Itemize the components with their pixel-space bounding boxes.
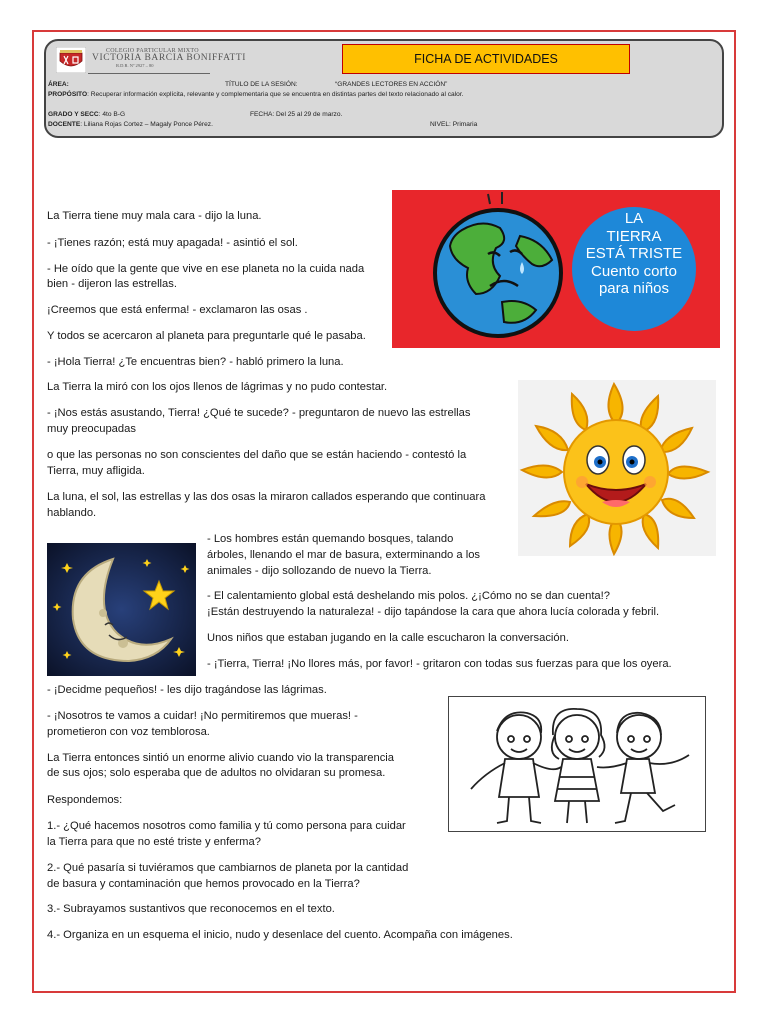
grado-line [48,111,125,118]
question-2a: 2.- Qué pasaría si tuviéramos que cambiarnos de planeta por la cantidad [47,862,409,874]
story-paragraph-9a: o que las personas no son conscientes del daño que se están haciendo - contestó la [47,449,467,461]
titulo-value: “GRANDES LECTORES EN ACCIÓN” [335,81,448,88]
happy-sun-icon [518,380,716,556]
story-paragraph-16a: - ¡Nosotros te vamos a cuidar! ¡No permitiremos que mueras! - [47,710,358,722]
question-3: 3.- Subrayamos sustantivos que reconocemos en el texto. [47,903,335,915]
children-drawing-icon [449,697,705,831]
questions-heading: Respondemos: [47,794,123,806]
cover-line-2: TIERRA [606,228,662,245]
fecha-value: FECHA: Del 25 al 29 de marzo. [250,111,343,118]
cover-line-5: para niños [598,280,670,297]
story-paragraph-3a: - He oído que la gente que vive en ese planeta no la cuida nada [47,263,365,275]
story-paragraph-1: La Tierra tiene muy mala cara - dijo la luna. [47,210,262,222]
story-paragraph-17a: La Tierra entonces sintió un enorme alivio cuando vio la transparencia [47,752,395,764]
docente-line [48,121,213,128]
story-paragraph-4: ¡Creemos que está enferma! - exclamaron las osas . [47,304,308,316]
school-divider [88,73,210,74]
titulo-label: TÍTULO DE LA SESIÓN: [225,81,298,88]
cover-line-1: LA [624,210,644,227]
story-paragraph-12a: - El calentamiento global está deshelando mis polos. ¿¡Cómo no se dan cuenta!? [207,590,610,602]
school-name-block [92,48,246,69]
nivel-value: NIVEL: Primaria [430,121,478,128]
proposito-value: : Recuperar información explícita, relevante y complementaria que se encuentra en distintas partes del texto relacionado al calor. [87,91,464,98]
proposito-line [48,91,464,98]
question-1a: 1.- ¿Qué hacemos nosotros como familia y tú como persona para cuidar [47,820,406,832]
story-paragraph-10a: La luna, el sol, las estrellas y las dos osas la miraron callados esperando que continuara [47,491,486,503]
question-1b: la Tierra para que no esté triste y enferma? [47,836,261,848]
school-line-3: R.D.R. Nº 2927 – 80 [116,63,154,69]
school-logo-icon [56,47,86,73]
ficha-title: FICHA DE ACTIVIDADES [342,44,630,74]
grado-value: : 4to B-G [98,111,126,118]
school-line-1: COLEGIO PARTICULAR MIXTO [106,48,199,54]
story-paragraph-6: - ¡Hola Tierra! ¿Te encuentras bien? - habló primero la luna. [47,356,344,368]
story-paragraph-3b: bien - dijeron las estrellas. [47,278,177,290]
earth-cover-image [392,190,720,348]
story-paragraph-17b: de sus ojos; solo esperaba que de adultos no olvidaran su promesa. [47,767,386,779]
school-line-2: VICTORIA BARCIA BONIFFATTI [92,53,247,64]
question-4: 4.- Organiza en un esquema el inicio, nudo y desenlace del cuento. Acompaña con imágenes. [47,929,513,941]
docente-value: : Liliana Rojas Cortez – Magaly Ponce Pérez. [80,121,213,128]
story-paragraph-11a: - Los hombres están quemando bosques, talando [207,533,454,545]
children-image [448,696,706,832]
story-paragraph-8a: - ¡Nos estás asustando, Tierra! ¿Qué te sucede? - preguntaron de nuevo las estrellas [47,407,471,419]
sun-image [518,380,716,556]
moon-image [47,543,196,676]
story-paragraph-9b: Tierra, muy afligida. [47,465,145,477]
story-paragraph-10b: hablando. [47,507,97,519]
story-paragraph-16b: prometieron con voz temblorosa. [47,726,210,738]
story-paragraph-15: - ¡Decidme pequeños! - les dijo tragándose las lágrimas. [47,684,327,696]
story-paragraph-5: Y todos se acercaron al planeta para preguntarle qué le pasaba. [47,330,366,342]
proposito-label: PROPÓSITO [48,91,88,98]
docente-label: DOCENTE [48,121,81,128]
story-paragraph-11c: animales - dijo sollozando de nuevo la Tierra. [207,565,432,577]
cover-line-4: Cuento corto [591,263,677,280]
question-2b: de basura y contaminación que hemos provocado en la Tierra? [47,878,360,890]
story-paragraph-13: Unos niños que estaban jugando en la calle escucharon la conversación. [207,632,569,644]
sad-earth-icon [392,190,720,348]
area-label: ÁREA: [48,81,69,88]
grado-label: GRADO Y SECC [48,111,99,118]
smiling-moon-icon [47,543,196,676]
story-paragraph-8b: muy preocupadas [47,423,136,435]
story-paragraph-11b: árboles, llenando el mar de basura, exterminando a los [207,549,481,561]
story-paragraph-12b: ¡Están destruyendo la naturaleza! - dijo tapándose la cara que ahora lucía colorada y febril. [207,606,660,618]
cover-line-3: ESTÁ TRISTE [585,245,683,262]
story-paragraph-2: - ¡Tienes razón; está muy apagada! - asintió el sol. [47,237,298,249]
story-paragraph-14: - ¡Tierra, Tierra! ¡No llores más, por favor! - gritaron con todas sus fuerzas para que los oyera. [207,658,672,670]
story-paragraph-7: La Tierra la miró con los ojos llenos de lágrimas y no pudo contestar. [47,381,388,393]
